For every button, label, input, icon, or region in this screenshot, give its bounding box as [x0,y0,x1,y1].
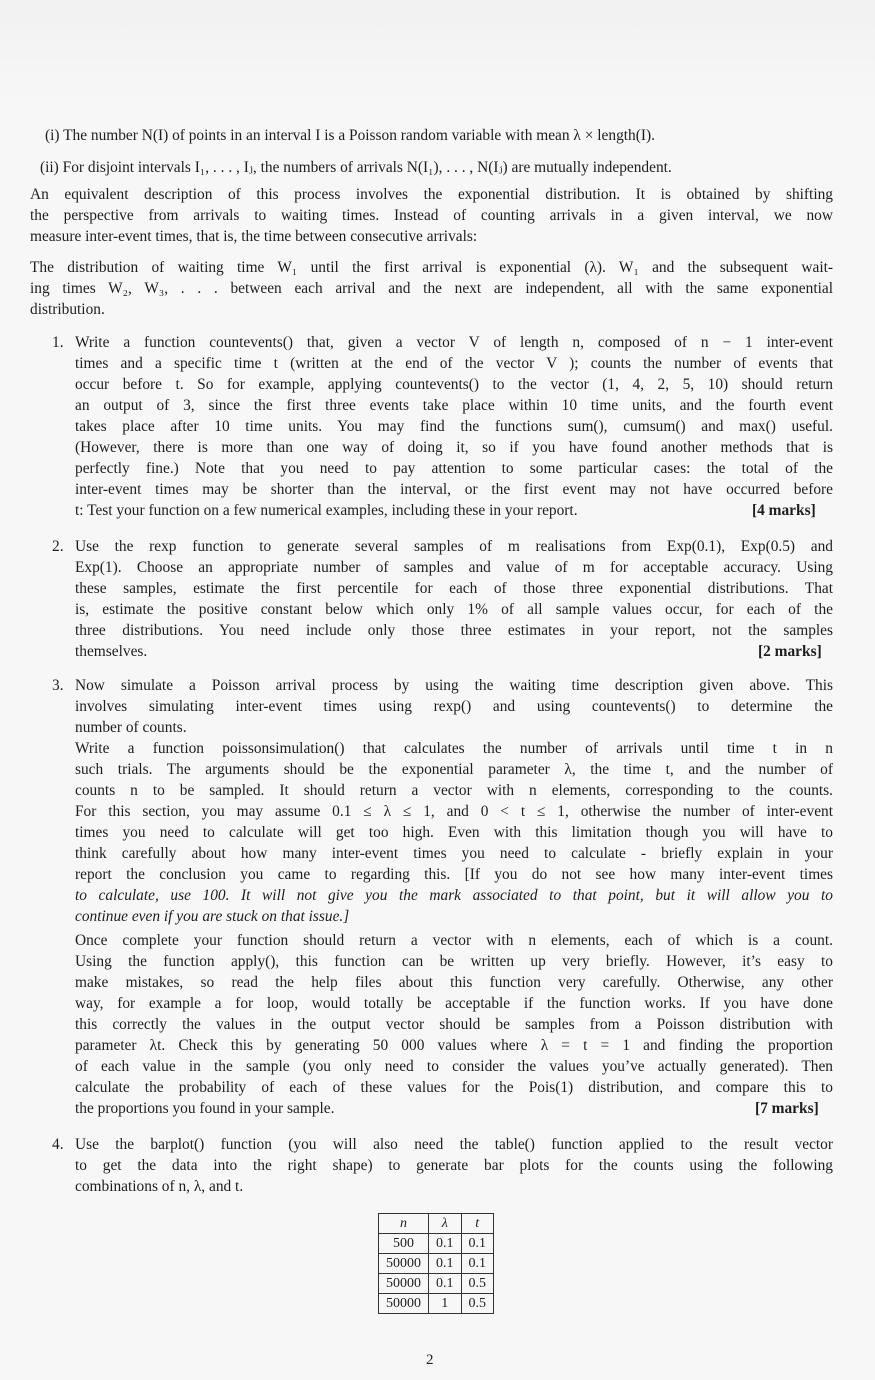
question-4-number: 4. [52,1136,64,1153]
table-cell: 0.1 [429,1274,462,1294]
question-1-line-3: occur before t. So for example, applying countevents() to the vector (1, 4, 2, 5, 10) should return [75,376,833,393]
question-3-line-17: this correctly the values in the output vector should be samples from a Poisson distribution with [75,1016,833,1033]
question-2-line-1: Use the rexp function to generate several samples of m realisations from Exp(0.1), Exp(0.5) and [75,538,833,555]
question-3-line-12: continue even if you are stuck on that issue.] [75,908,350,925]
question-3-line-5: such trials. The arguments should be the exponential parameter λ, the time t, and the number of [75,761,833,778]
table-cell: 50000 [379,1254,429,1274]
question-4-line-1: Use the barplot() function (you will also need the table() function applied to the result vector [75,1136,833,1153]
question-3-line-6: counts n to be sampled. It should return a vector with n elements, corresponding to the counts. [75,782,833,799]
question-2-marks: [2 marks] [758,643,822,660]
question-1-number: 1. [52,334,64,351]
question-1-line-1: Write a function countevents() that, given a vector V of length n, composed of n − 1 inter-event [75,334,833,351]
intro-item-i: (i) The number N(I) of points in an interval I is a Poisson random variable with mean λ × length(I). [45,127,655,144]
table-cell: 0.1 [429,1234,462,1254]
question-3-line-18: parameter λt. Check this by generating 50 000 values where λ = t = 1 and finding the proportion [75,1037,833,1054]
question-1-marks: [4 marks] [752,502,816,519]
question-1-line-4: an output of 3, since the first three events take place within 10 time units, and the fourth event [75,397,833,414]
question-3-line-11: to calculate, use 100. It will not give you the mark associated to that point, but it will allow you to [75,887,833,904]
question-3-line-7: For this section, you may assume 0.1 ≤ λ ≤ 1, and 0 < t ≤ 1, otherwise the number of inter-event [75,803,833,820]
intro-para1-line-1: An equivalent description of this process involves the exponential distribution. It is obtained by shifting [30,186,833,203]
table-cell: 500 [379,1234,429,1254]
page-top-shade [0,0,875,100]
page-number: 2 [426,1352,434,1368]
question-2-line-3: these samples, estimate the first percentile for each of those three exponential distributions. That [75,580,833,597]
table-cell: 0.5 [461,1294,494,1314]
question-4-line-2: to get the data into the right shape) to generate bar plots for the counts using the following [75,1157,833,1174]
table-header-lambda: λ [429,1214,462,1234]
question-3-line-15: make mistakes, so read the help files about this function very carefully. Otherwise, any other [75,974,833,991]
question-1-line-8: inter-event times may be shorter than the interval, or the first event may not have occurred before [75,481,833,498]
table-row [379,1234,494,1254]
question-1-line-2: times and a specific time t (written at the end of the vector V ); counts the number of events that [75,355,833,372]
question-3-line-3: number of counts. [75,719,187,736]
table-cell: 50000 [379,1294,429,1314]
question-3-line-8: times you need to calculate will get too high. Even with this limitation though you will have to [75,824,833,841]
table-cell: 0.1 [461,1234,494,1254]
table-row [379,1294,494,1314]
question-2-line-2: Exp(1). Choose an appropriate number of samples and value of m for acceptable accuracy. Using [75,559,833,576]
question-3-line-16: way, for example a for loop, would totally be acceptable if the function works. If you have done [75,995,833,1012]
table-header-t: t [461,1214,494,1234]
table-row [379,1274,494,1294]
question-3-line-10: report the conclusion you came to regarding this. [If you do not see how many inter-event times [75,866,833,883]
question-3-line-9: think carefully about how many inter-event times you need to calculate - briefly explain in your [75,845,833,862]
table-cell: 0.1 [461,1254,494,1274]
table-row [379,1254,494,1274]
question-1-line-6: (However, there is more than one way of doing it, so if you have found another methods that is [75,439,833,456]
question-3-line-19: of each value in the sample (you only need to consider the values you’ve actually generated). Then [75,1058,833,1075]
intro-para1-line-2: the perspective from arrivals to waiting times. Instead of counting arrivals in a given interval, we now [30,207,833,224]
question-1-line-5: takes place after 10 time units. You may find the functions sum(), cumsum() and max() useful. [75,418,833,435]
question-1-line-9: t: Test your function on a few numerical examples, including these in your report. [75,502,578,519]
intro-para1-line-3: measure inter-event times, that is, the time between consecutive arrivals: [30,228,478,245]
question-3-line-1: Now simulate a Poisson arrival process by using the waiting time description given above. This [75,677,833,694]
question-2-line-6: themselves. [75,643,148,660]
question-3-line-21: the proportions you found in your sample. [75,1100,335,1117]
question-3-line-13: Once complete your function should return a vector with n elements, each of which is a count. [75,932,833,949]
intro-para2-line-1: The distribution of waiting time W₁ until the first arrival is exponential (λ). W₁ and the subsequent wait- [30,259,833,276]
table-cell: 50000 [379,1274,429,1294]
table-cell: 0.5 [461,1274,494,1294]
parameter-table [378,1213,494,1314]
question-1-line-7: perfectly fine.) Note that you need to pay attention to some particular cases: the total of the [75,460,833,477]
table-cell: 0.1 [429,1254,462,1274]
question-3-line-2: involves simulating inter-event times using rexp() and using countevents() to determine the [75,698,833,715]
intro-para2-line-2: ing times W₂, W₃, . . . between each arrival and the next are independent, all with the same exponential [30,280,833,297]
question-3-line-20: calculate the probability of each of these values for the Pois(1) distribution, and compare this to [75,1079,833,1096]
question-3-marks: [7 marks] [755,1100,819,1117]
question-3-line-14: Using the function apply(), this function can be written up very briefly. However, it’s easy to [75,953,833,970]
intro-para2-line-3: distribution. [30,301,105,318]
question-2-line-5: three distributions. You need include only those three estimates in your report, not the samples [75,622,833,639]
question-2-line-4: is, estimate the positive constant below which only 1% of all sample values occur, for each of the [75,601,833,618]
question-4-line-3: combinations of n, λ, and t. [75,1178,244,1195]
intro-item-ii: (ii) For disjoint intervals I₁, . . . , Iⱼ, the numbers of arrivals N(I₁), . . . , N(Iⱼ) are mutually independent. [40,159,672,176]
question-2-number: 2. [52,538,64,555]
question-3-line-4: Write a function poissonsimulation() that calculates the number of arrivals until time t in n [75,740,833,757]
question-3-number: 3. [52,677,64,694]
table-header-row [379,1214,494,1234]
table-cell: 1 [429,1294,462,1314]
table-header-n: n [379,1214,429,1234]
